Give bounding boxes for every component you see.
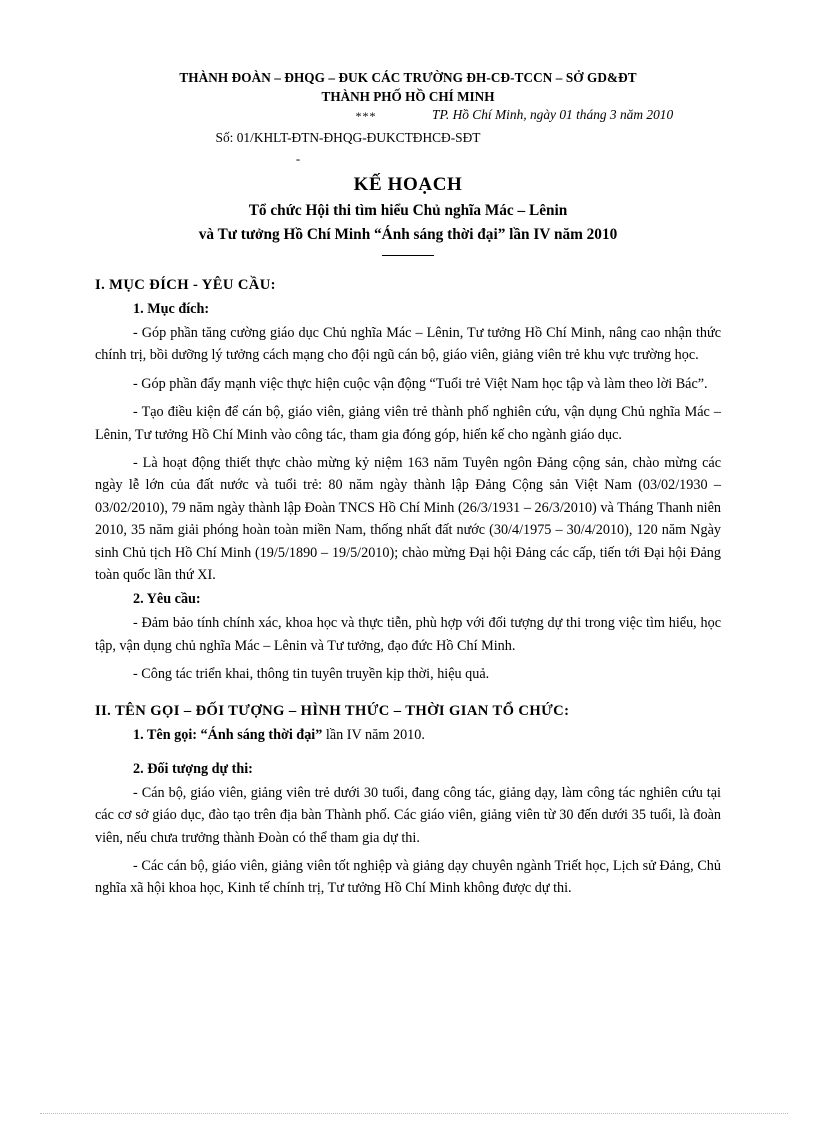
section-heading-ii: II. TÊN GỌI – ĐỐI TƯỢNG – HÌNH THỨC – THỜI GIAN TỔ CHỨC: [95, 702, 570, 719]
document-subtitle-line-2: và Tư tưởng Hồ Chí Minh “Ánh sáng thời đại” lần IV năm 2010 [198, 226, 618, 243]
title-block [0, 172, 816, 256]
separator-stars: *** [355, 109, 377, 123]
document-number: Số: 01/KHLT-ĐTN-ĐHQG-ĐUKCTĐHCĐ-SĐT [215, 130, 481, 145]
subsection-heading-i-2: 2. Yêu cầu: [133, 591, 201, 608]
paragraph-i-4: - Là hoạt động thiết thực chào mừng kỷ niệm 163 năm Tuyên ngôn Đảng cộng sản, chào mừng các ngày lễ lớn của đất nước và tuổi trẻ: 80 năm ngày thành lập Đảng Cộng sản Việt Nam (03/02/1930 – 03/02/2010), 79 năm ngày thành lập Đoàn TNCS Hồ Chí Minh (26/3/1931 – 26/3/2010) và Tháng Thanh niên 2010, 35 năm giải phóng hoàn toàn miền Nam, thống nhất đất nước (30/4/1975 – 30/4/2010), 120 năm Ngày sinh Chủ tịch Hồ Chí Minh (19/5/1890 – 19/5/2010); chào mừng Đại hội Đảng các cấp, tiến tới Đại hội Đảng toàn quốc lần thứ XI. [95, 455, 721, 584]
paragraph-ii-1: - Cán bộ, giáo viên, giảng viên trẻ dưới 30 tuổi, đang công tác, giảng dạy, làm công tác nghiên cứu tại các cơ sở giáo dục, đào tạo trên địa bàn Thành phố. Các giáo viên, giảng viên từ 30 đến dưới 35 tuổi, là đoàn viên, nếu chưa trưởng thành Đoàn có thể tham gia dự thi. [95, 784, 721, 846]
paragraph-i-6: - Công tác triển khai, thông tin tuyên truyền kịp thời, hiệu quả. [133, 666, 490, 683]
document-subtitle-line-1: Tổ chức Hội thi tìm hiểu Chủ nghĩa Mác – Lênin [248, 202, 568, 219]
stray-dash-mark: - [295, 151, 301, 166]
paragraph-i-3: - Tạo điều kiện để cán bộ, giáo viên, giảng viên trẻ thành phố nghiên cứu, vận dụng Chủ nghĩa Mác – Lênin, Tư tưởng Hồ Chí Minh vào công tác, tham gia đóng góp, hiến kế cho ngành giáo dục. [95, 404, 721, 443]
subsection-heading-i-1: 1. Mục đích: [133, 301, 210, 317]
paragraph-i-2: - Góp phần đẩy mạnh việc thực hiện cuộc vận động “Tuổi trẻ Việt Nam học tập và làm theo lời Bác”. [133, 375, 708, 392]
subsection-heading-ii-1-bold: 1. Tên gọi: “Ánh sáng thời đại” [133, 726, 323, 743]
place-and-date: TP. Hồ Chí Minh, ngày 01 tháng 3 năm 2010 [432, 107, 674, 122]
paragraph-ii-2: - Các cán bộ, giáo viên, giảng viên tốt nghiệp và giảng dạy chuyên ngành Triết học, Lịch sử Đảng, Chủ nghĩa xã hội khoa học, Kinh tế chính trị, Tư tưởng Hồ Chí Minh không được dự thi. [95, 857, 721, 897]
document-header [0, 0, 816, 166]
subsection-heading-ii-1-rest: lần IV năm 2010. [322, 726, 425, 743]
paragraph-i-5: - Đảm bảo tính chính xác, khoa học và thực tiễn, phù hợp với đối tượng dự thi trong việc tìm hiểu, học tập, vận dụng chủ nghĩa Mác – Lênin và Tư tưởng, đạo đức Hồ Chí Minh. [95, 615, 721, 654]
page-bottom-rule [40, 1113, 788, 1114]
paragraph-i-1: - Góp phần tăng cường giáo dục Chủ nghĩa Mác – Lênin, Tư tưởng Hồ Chí Minh, nâng cao nhận thức chính trị, bồi dưỡng lý tưởng cách mạng cho đội ngũ cán bộ, giáo viên, giảng viên trẻ khu vực trường học. [95, 325, 721, 364]
document-title: KẾ HOẠCH [353, 174, 463, 195]
section-heading-i: I. MỤC ĐÍCH - YÊU CẦU: [95, 277, 276, 293]
document-body [95, 256, 721, 900]
subsection-heading-ii-1 [95, 724, 721, 746]
issuing-organization-line-2: THÀNH PHỐ HỒ CHÍ MINH [321, 89, 495, 104]
issuing-organization-line-1: THÀNH ĐOÀN – ĐHQG – ĐUK CÁC TRƯỜNG ĐH-CĐ-TCCN – SỞ GD&ĐT [179, 70, 637, 85]
header-meta-row [0, 107, 816, 129]
subsection-heading-ii-2: 2. Đối tượng dự thi: [133, 760, 253, 777]
